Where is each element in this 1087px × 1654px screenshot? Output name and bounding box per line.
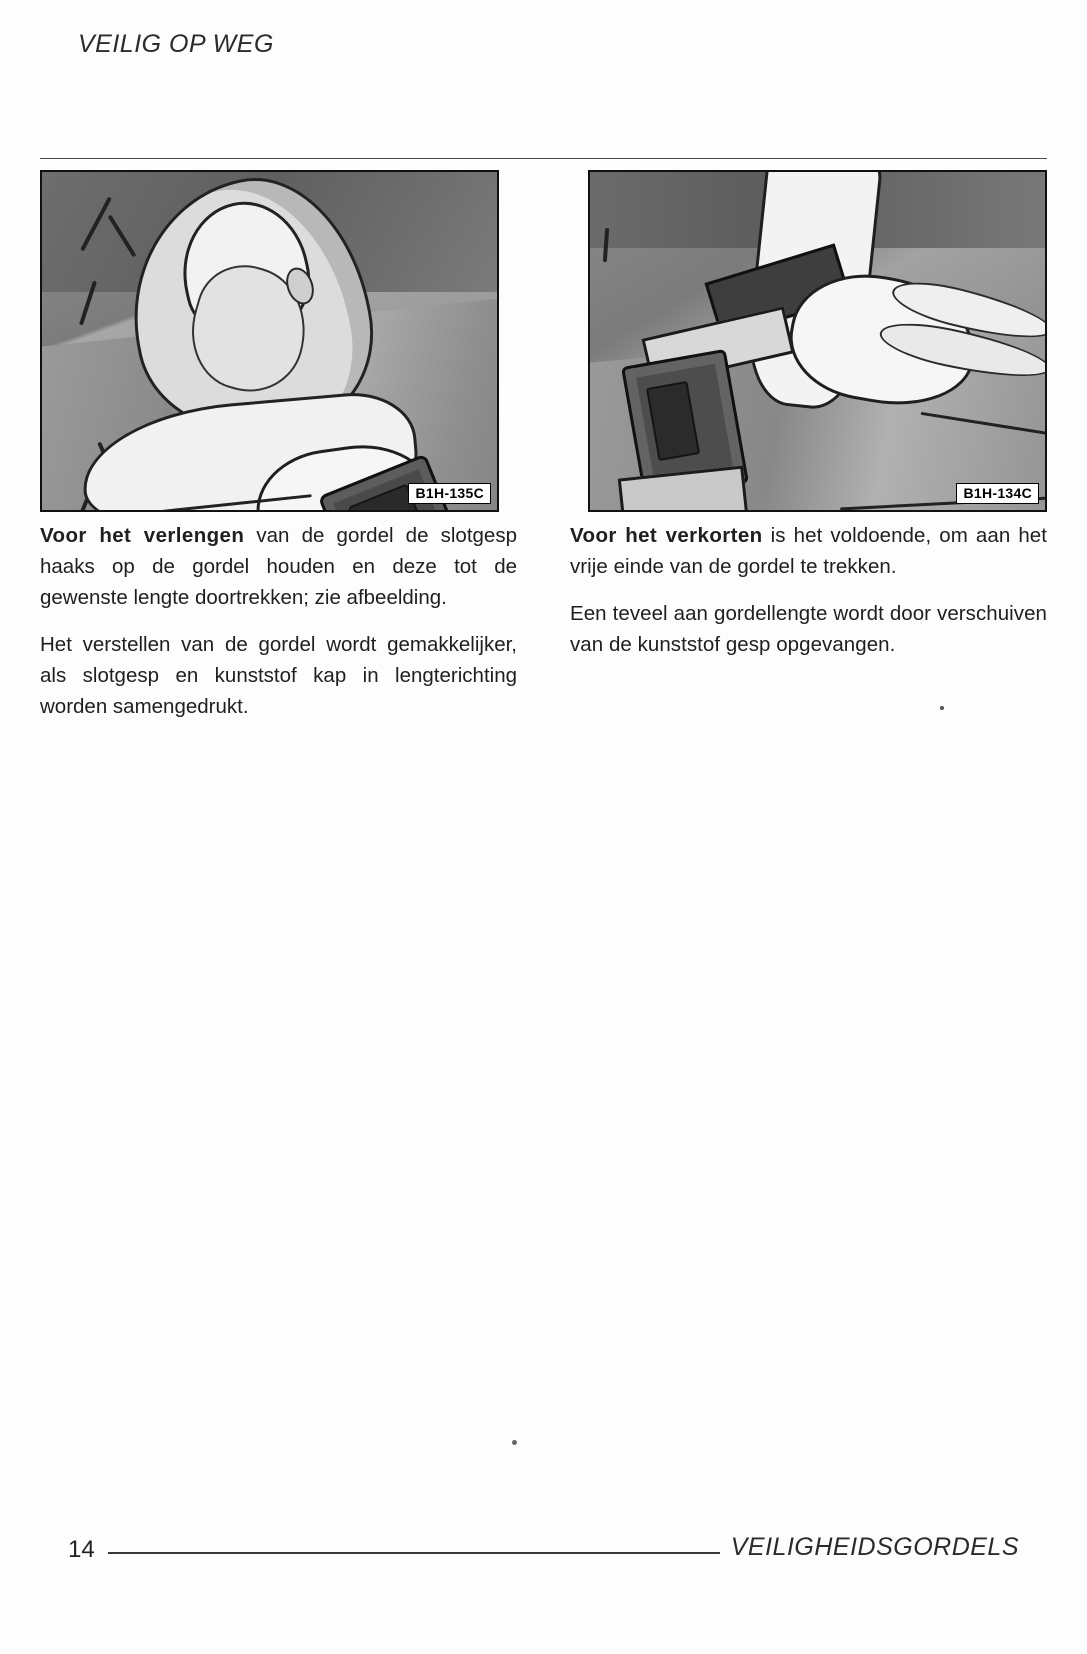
figure-right-caption: B1H-134C <box>956 483 1039 504</box>
page-number: 14 <box>68 1536 95 1563</box>
figure-right <box>588 170 1047 512</box>
column-left <box>40 520 517 722</box>
right-paragraph-1-lead: Voor het verkorten <box>570 524 763 547</box>
right-paragraph-1-rest: is het voldoende, om aan het vrije einde van de gordel te trekken. <box>570 524 1047 578</box>
page-header: VEILIG OP WEG <box>78 30 274 58</box>
print-artifact-dot-2 <box>512 1440 517 1445</box>
figure-left-caption: B1H-135C <box>408 483 491 504</box>
body-columns <box>40 520 1047 722</box>
right-paragraph-2: Een teveel aan gordellengte wordt door verschuiven van de kunststof gesp opgevangen. <box>570 602 1047 656</box>
header-divider <box>40 158 1047 159</box>
right-paragraph-1 <box>570 520 1047 582</box>
left-paragraph-1-rest: van de gordel de slotgesp haaks op de gordel houden en deze tot de gewenste lengte doortrekken; zie afbeelding. <box>40 524 517 609</box>
column-right <box>570 520 1047 722</box>
figure-left <box>40 170 499 512</box>
figure-row <box>40 170 1047 510</box>
page-footer <box>68 1533 1019 1566</box>
footer-section-title: VEILIGHEIDSGORDELS <box>730 1533 1019 1561</box>
footer-divider <box>108 1552 720 1554</box>
print-artifact-dot-1 <box>940 706 944 710</box>
left-paragraph-1 <box>40 520 517 613</box>
left-paragraph-2: Het verstellen van de gordel wordt gemakkelijker, als slotgesp en kunststof kap in lengterichting worden samengedrukt. <box>40 633 517 718</box>
left-paragraph-1-lead: Voor het verlengen <box>40 524 245 547</box>
